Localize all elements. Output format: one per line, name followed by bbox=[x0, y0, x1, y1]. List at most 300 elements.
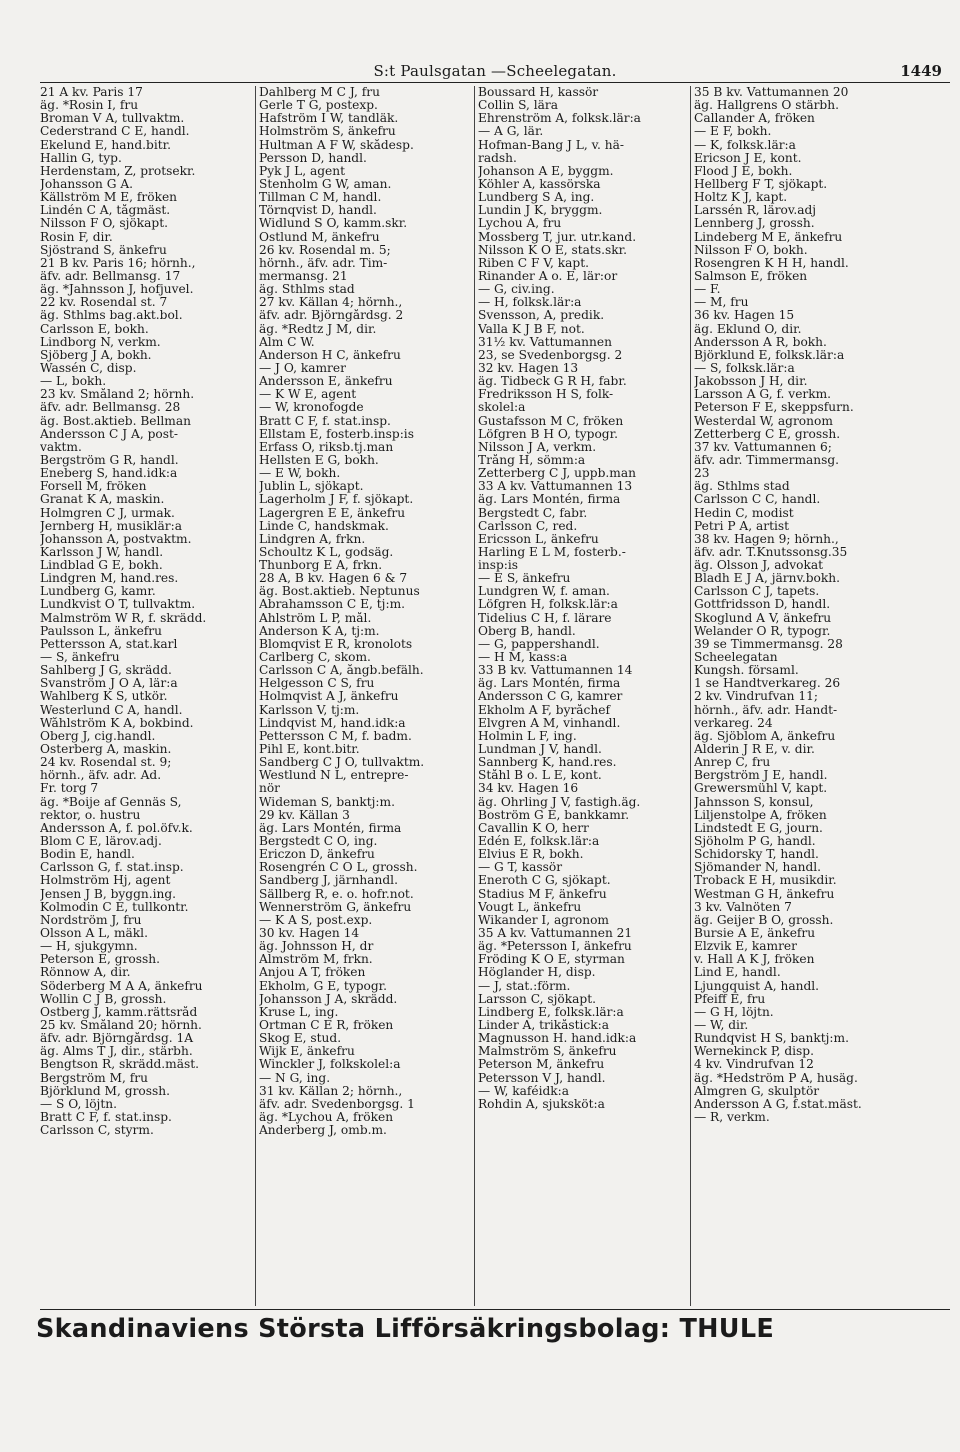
directory-entry: — E F, bokh. bbox=[694, 125, 772, 139]
directory-entry: Wijk E, änkefru bbox=[259, 1045, 355, 1059]
directory-entry: äg. *Hedström P A, husäg. bbox=[694, 1071, 858, 1085]
directory-entry: Rosengren K H H, handl. bbox=[694, 256, 849, 270]
directory-entry: Carlsson C J, tapets. bbox=[694, 585, 820, 599]
directory-entry: Granat K A, maskin. bbox=[40, 493, 165, 507]
directory-entry: Rinander A o. E, lär:or bbox=[478, 269, 618, 283]
directory-entry: Källström M E, fröken bbox=[40, 191, 178, 205]
directory-entry: 24 kv. Rosendal st. 9; bbox=[40, 756, 172, 770]
directory-entry: Johansson J A, skrädd. bbox=[259, 992, 398, 1006]
directory-entry: Ahlström L P, mål. bbox=[259, 611, 372, 625]
directory-entry: Österberg A, maskin. bbox=[40, 743, 172, 757]
directory-entry: Anderson H C, änkefru bbox=[259, 348, 401, 362]
directory-entry: Karlsson V, tj:m. bbox=[259, 703, 360, 717]
directory-entry: Öberg B, handl. bbox=[478, 624, 576, 638]
directory-entry: hörnh., äfv. adr. Handt- bbox=[694, 703, 838, 717]
directory-entry: äg. Olsson J, advokat bbox=[694, 559, 824, 573]
directory-entry: Lindblad G E, bokh. bbox=[40, 559, 163, 573]
directory-entry: Pihl E, kont.bitr. bbox=[259, 743, 360, 757]
directory-entry: Jublin L, sjökapt. bbox=[259, 480, 364, 494]
directory-entry: — W, kronofogde bbox=[259, 401, 364, 415]
directory-entry: Almgren G, skulptör bbox=[694, 1084, 820, 1098]
directory-entry: Ljungquist A, handl. bbox=[694, 979, 820, 993]
directory-entry: 37 kv. Vattumannen 6; bbox=[694, 440, 832, 454]
directory-entry: Magnusson H. hand.idk:a bbox=[478, 1032, 637, 1046]
directory-entry: Zetterberg C E, grossh. bbox=[694, 427, 841, 441]
directory-entry: Stadius M F, änkefru bbox=[478, 887, 607, 901]
directory-entry: Olsson A L, mäkl. bbox=[40, 927, 148, 940]
directory-entry: äg. *Petersson I, änkefru bbox=[478, 940, 632, 954]
directory-entry: Hafström I W, tandläk. bbox=[259, 112, 399, 126]
directory-entry: äg. Hallgrens O stärbh. bbox=[694, 99, 839, 113]
directory-entry: — M, fru bbox=[694, 296, 749, 310]
directory-entry: 21 B kv. Paris 16; hörnh., bbox=[40, 256, 196, 270]
directory-entry: Lindeberg M E, änkefru bbox=[694, 230, 843, 244]
directory-entry: rektor, o. hustru bbox=[40, 808, 141, 822]
directory-entry: — K W E, agent bbox=[259, 388, 357, 402]
directory-entry: Holmström S, änkefru bbox=[259, 125, 396, 139]
directory-entry: äfv. adr. Bellmansg. 28 bbox=[40, 401, 181, 415]
directory-entry: Ehrenström A, folksk.lär:a bbox=[478, 112, 641, 126]
directory-entry: 2 kv. Vindrufvan 11; bbox=[694, 690, 819, 704]
directory-entry: Lundberg S A, ing. bbox=[478, 191, 595, 205]
directory-entry: Linder A, trikåstick:a bbox=[478, 1018, 610, 1032]
directory-entry: Hellberg F T, sjökapt. bbox=[694, 177, 828, 191]
directory-entry: 38 kv. Hagen 9; hörnh., bbox=[694, 532, 839, 546]
directory-entry: Petri P A, artist bbox=[694, 519, 790, 533]
directory-entry: — K, folksk.lär:a bbox=[694, 138, 796, 152]
column-2 bbox=[255, 86, 474, 1306]
directory-entry: Skog E, stud. bbox=[259, 1032, 342, 1046]
directory-entry: Elzvik E, kamrer bbox=[694, 940, 797, 954]
directory-entry: äg. Bost.aktieb. Neptunus bbox=[259, 585, 420, 599]
directory-entry: Andersson E, änkefru bbox=[259, 375, 393, 389]
directory-entry: Bratt C F, f. stat.insp. bbox=[40, 1110, 172, 1124]
directory-entry: 26 kv. Rosendal m. 5; bbox=[259, 243, 391, 257]
directory-entry: Kruse L, ing. bbox=[259, 1005, 339, 1019]
directory-entry: Lindgren A, frkn. bbox=[259, 532, 366, 546]
directory-entry: Vougt L, änkefru bbox=[478, 900, 582, 914]
directory-entry: Lundin J K, bryggm. bbox=[478, 204, 603, 218]
directory-entry: Collin S, lära bbox=[478, 99, 558, 113]
directory-entry: Lundkvist O T, tullvaktm. bbox=[40, 598, 196, 612]
directory-entry: — H, sjukgymn. bbox=[40, 940, 138, 954]
directory-entry: Söderberg M A A, änkefru bbox=[40, 979, 203, 993]
directory-entry: Carlsson C, red. bbox=[478, 519, 578, 533]
directory-entry: Linde C, handskmak. bbox=[259, 519, 389, 533]
directory-entry: Pfeiff E, fru bbox=[694, 992, 766, 1006]
directory-entry: Blomqvist E R, kronolots bbox=[259, 637, 413, 651]
directory-entry: Lundberg G, kamr. bbox=[40, 585, 156, 599]
directory-entry: 23 kv. Småland 2; hörnh. bbox=[40, 388, 195, 402]
directory-entry: Löfgren B H O, typogr. bbox=[478, 427, 618, 441]
directory-entry: Hallin G, typ. bbox=[40, 151, 122, 165]
directory-entry: Holmin L F, ing. bbox=[478, 729, 577, 743]
directory-entry: hörnh., äfv. adr. Tim- bbox=[259, 256, 388, 270]
directory-entry: Larsson C, sjökapt. bbox=[478, 992, 596, 1006]
directory-entry: Trång H, sömm:a bbox=[478, 453, 586, 467]
directory-entry: — S, folksk.lär:a bbox=[694, 361, 795, 375]
directory-entry: — S O, löjtn. bbox=[40, 1097, 117, 1111]
directory-entry: Anderson K A, tj:m. bbox=[259, 624, 380, 638]
directory-entry: Höglander H, disp. bbox=[478, 966, 596, 980]
directory-entry: Ericsson L, änkefru bbox=[478, 532, 599, 546]
directory-entry: hörnh., äfv. adr. Ad. bbox=[40, 769, 162, 783]
directory-entry: Ortman C E R, fröken bbox=[259, 1018, 394, 1032]
directory-entry: Kolmodin C E, tullkontr. bbox=[40, 900, 189, 914]
directory-entry: Boussard H, kassör bbox=[478, 86, 599, 99]
directory-entry: — K A S, post.exp. bbox=[259, 913, 373, 927]
directory-entry: Andersson A G, f.stat.mäst. bbox=[694, 1097, 862, 1111]
directory-entry: Flood J E, bokh. bbox=[694, 164, 793, 178]
directory-entry: Bergstedt C O, ing. bbox=[259, 835, 378, 849]
directory-entry: Stenholm G W, aman. bbox=[259, 177, 392, 191]
directory-entry: äg. Lars Montén, firma bbox=[478, 677, 621, 691]
directory-entry: äfv. adr. Bellmansg. 17 bbox=[40, 269, 181, 283]
directory-entry: Lindberg E, folksk.lär:a bbox=[478, 1005, 624, 1019]
directory-entry: Westlund N L, entrepre- bbox=[259, 769, 409, 783]
directory-entry: Elvius E R, bokh. bbox=[478, 848, 584, 862]
directory-entry: Anderberg J, omb.m. bbox=[259, 1124, 387, 1138]
directory-entry: äg. Sjöblom A, änkefru bbox=[694, 729, 836, 743]
directory-entry: 23, se Svedenborgsg. 2 bbox=[478, 348, 623, 362]
directory-entry: äg. Sthlms stad bbox=[694, 480, 790, 494]
directory-entry: Alderin J R E, v. dir. bbox=[694, 743, 815, 757]
directory-entry: 1 se Handtverkareg. 26 bbox=[694, 677, 841, 691]
directory-entry: Lundgren W, f. aman. bbox=[478, 585, 610, 599]
directory-entry: Winckler J, folkskolel:a bbox=[259, 1058, 401, 1072]
directory-entry: — G, pappershandl. bbox=[478, 637, 600, 651]
directory-entry: Lindborg N, verkm. bbox=[40, 335, 161, 349]
directory-entry: 25 kv. Småland 20; hörnh. bbox=[40, 1018, 202, 1032]
directory-entry: Ericzon D, änkefru bbox=[259, 848, 375, 862]
directory-entry: Blom C E, lärov.adj. bbox=[40, 835, 162, 849]
directory-entry: Jensen J B, byggn.ing. bbox=[40, 887, 177, 901]
directory-entry: 27 kv. Källan 4; hörnh., bbox=[259, 296, 403, 310]
directory-entry: Pyk J L, agent bbox=[259, 164, 345, 178]
directory-entry: Westman G H, änkefru bbox=[694, 887, 835, 901]
directory-entry: Rönnow A, dir. bbox=[40, 966, 131, 980]
directory-entry: äg. Sthlms bag.akt.bol. bbox=[40, 309, 183, 323]
directory-entry: Erfass O, riksb.tj.man bbox=[259, 440, 394, 454]
directory-entry: äfv. adr. Svedenborgsg. 1 bbox=[259, 1097, 415, 1111]
directory-entry: Sjöstrand S, änkefru bbox=[40, 243, 167, 257]
directory-entry: — A G, lär. bbox=[478, 125, 544, 139]
directory-entry: Jernberg H, musiklär:a bbox=[40, 519, 182, 533]
directory-entry: 31 kv. Källan 2; hörnh., bbox=[259, 1084, 403, 1098]
directory-entry: — J, stat.:förm. bbox=[478, 979, 571, 993]
directory-entry: Widlund S O, kamm.skr. bbox=[259, 217, 408, 231]
directory-entry: Nilsson F O, sjökapt. bbox=[40, 217, 168, 231]
directory-entry: Larssén R, lärov.adj bbox=[694, 204, 817, 218]
directory-entry: Sandberg C J O, tullvaktm. bbox=[259, 756, 425, 770]
directory-entry: äg. Tidbeck G R H, fabr. bbox=[478, 375, 627, 389]
directory-entry: Pettersson A, stat.karl bbox=[40, 637, 178, 651]
directory-entry: Östlund M, änkefru bbox=[259, 230, 380, 244]
directory-entry: Ekholm, G E, typogr. bbox=[259, 979, 388, 993]
directory-entry: verkareg. 24 bbox=[694, 716, 773, 730]
directory-entry: Sjöholm P G, handl. bbox=[694, 835, 816, 849]
directory-entry: Carlsson C C, handl. bbox=[694, 493, 821, 507]
directory-entry: — F. bbox=[694, 283, 721, 297]
directory-entry: Sjömander N, handl. bbox=[694, 861, 822, 875]
directory-entry: insp:is bbox=[478, 559, 519, 573]
directory-entry: Eneroth C G, sjökapt. bbox=[478, 874, 611, 888]
directory-entry: Bursie A E, änkefru bbox=[694, 927, 816, 940]
directory-entry: Peterson E, grossh. bbox=[40, 953, 160, 967]
directory-entry: Nordström J, fru bbox=[40, 913, 142, 927]
directory-entry: äg. *Rosin I, fru bbox=[40, 99, 139, 113]
directory-entry: Bergström M, fru bbox=[40, 1071, 148, 1085]
directory-entry: Bergstedt C, fabr. bbox=[478, 506, 588, 520]
directory-entry: äg. Lars Montén, firma bbox=[259, 821, 402, 835]
directory-entry: skolel:a bbox=[478, 401, 526, 415]
directory-entry: Ekelund E, hand.bitr. bbox=[40, 138, 172, 152]
directory-entry: Pettersson C M, f. badm. bbox=[259, 729, 412, 743]
directory-entry: äg. Ohrling J V, fastigh.äg. bbox=[478, 795, 641, 809]
directory-entry: Lindqvist M, hand.idk:a bbox=[259, 716, 406, 730]
directory-entry: Harling E L M, fosterb.- bbox=[478, 545, 626, 559]
directory-entry: — W, kaféidk:a bbox=[478, 1084, 570, 1098]
directory-entry: Bladh E J A, järnv.bokh. bbox=[694, 572, 841, 586]
directory-entry: Rosengrén C O L, grossh. bbox=[259, 861, 418, 875]
directory-entry: vaktm. bbox=[40, 440, 82, 454]
directory-entry: äfv. adr. T.Knutssonsg.35 bbox=[694, 545, 848, 559]
directory-entry: Helgesson C S, fru bbox=[259, 677, 375, 691]
directory-entry: Hellsten E G, bokh. bbox=[259, 453, 379, 467]
directory-entry: Lychou A, fru bbox=[478, 217, 562, 231]
directory-entry: Carlberg C, skom. bbox=[259, 651, 371, 665]
directory-entry: radsh. bbox=[478, 151, 517, 165]
directory-entry: Gustafsson M C, fröken bbox=[478, 414, 624, 428]
directory-entry: Thunborg E A, frkn. bbox=[259, 559, 383, 573]
directory-entry: Almström M, frkn. bbox=[259, 953, 373, 967]
column-3 bbox=[474, 86, 690, 1306]
directory-entry: Wassén C, disp. bbox=[40, 361, 137, 375]
directory-entry: Bratt C F, f. stat.insp. bbox=[259, 414, 391, 428]
directory-entry: Forsell M, fröken bbox=[40, 480, 147, 494]
directory-entry: Wahlberg K S, utkör. bbox=[40, 690, 168, 704]
directory-entry: Fr. torg 7 bbox=[40, 782, 99, 796]
directory-entry: Troback E H, musikdir. bbox=[694, 874, 837, 888]
directory-entry: 22 kv. Rosendal st. 7 bbox=[40, 296, 168, 310]
directory-entry: äfv. adr. Björngårdsg. 2 bbox=[259, 309, 404, 323]
directory-entry: Johansson G A. bbox=[40, 177, 134, 191]
directory-entry: Scheelegatan bbox=[694, 651, 778, 665]
directory-entry: 23 bbox=[694, 467, 710, 481]
directory-entry: äfv. adr. Björngårdsg. 1A bbox=[40, 1032, 194, 1046]
directory-entry: Kungsh. församl. bbox=[694, 664, 799, 678]
directory-entry: Abrahamsson C E, tj:m. bbox=[259, 598, 405, 612]
directory-entry: Elvgren A M, vinhandl. bbox=[478, 716, 621, 730]
directory-entry: 35 A kv. Vattumannen 21 bbox=[478, 927, 633, 940]
directory-entry: — H M, kass:a bbox=[478, 651, 568, 665]
directory-entry: 3 kv. Valnöten 7 bbox=[694, 900, 792, 914]
directory-entry: Wollin C J B, grossh. bbox=[40, 992, 167, 1006]
advertisement-banner: Skandinaviens Största Lifförsäkringsbolag: THULE bbox=[36, 1314, 775, 1344]
directory-entry: Bergström J E, handl. bbox=[694, 769, 828, 783]
directory-entry: 31½ kv. Vattumannen bbox=[478, 335, 612, 349]
directory-entry: Lagergren E E, änkefru bbox=[259, 506, 406, 520]
directory-entry: Wikander I, agronom bbox=[478, 913, 609, 927]
directory-entry: nör bbox=[259, 782, 281, 796]
directory-entry: Cederstrand C E, handl. bbox=[40, 125, 190, 139]
directory-entry: — R, verkm. bbox=[694, 1110, 770, 1124]
directory-entry: 35 B kv. Vattumannen 20 bbox=[694, 86, 849, 99]
directory-entry: Östberg J, kamm.rättsråd bbox=[40, 1005, 198, 1019]
directory-entry: Tillman C M, handl. bbox=[259, 191, 382, 205]
directory-entry: Sandberg J, järnhandl. bbox=[259, 874, 398, 888]
directory-entry: Anrep C, fru bbox=[694, 756, 771, 770]
directory-entry: mermansg. 21 bbox=[259, 269, 348, 283]
directory-entry: Gottfridsson D, handl. bbox=[694, 598, 831, 612]
directory-entry: Carlsson E, bokh. bbox=[40, 322, 149, 336]
directory-entry: Peterson M, änkefru bbox=[478, 1058, 605, 1072]
directory-entry: Wennerström G, änkefru bbox=[259, 900, 412, 914]
directory-entry: Herdenstam, Z, protsekr. bbox=[40, 164, 196, 178]
directory-entry: Anjou A T, fröken bbox=[259, 966, 366, 980]
page-number: 1449 bbox=[900, 62, 942, 80]
directory-entry: Paulsson L, änkefru bbox=[40, 624, 162, 638]
directory-entry: Johansson A, postvaktm. bbox=[40, 532, 192, 546]
directory-entry: Riben C F V, kapt. bbox=[478, 256, 589, 270]
directory-entry: Holmqvist A J, änkefru bbox=[259, 690, 399, 704]
directory-entry: Hultman A F W, skådesp. bbox=[259, 138, 414, 152]
directory-entry: — S, änkefru bbox=[40, 651, 120, 665]
directory-entry: Björklund E, folksk.lär:a bbox=[694, 348, 845, 362]
directory-entry: Fröding K O E, styrman bbox=[478, 953, 625, 967]
directory-entry: Fredriksson H S, folk- bbox=[478, 388, 614, 402]
directory-entry: Persson D, handl. bbox=[259, 151, 367, 165]
directory-entry: Bodin E, handl. bbox=[40, 848, 135, 862]
directory-entry: Skoglund A V, änkefru bbox=[694, 611, 832, 625]
directory-entry: Wåhlström K A, bokbind. bbox=[40, 716, 194, 730]
directory-entry: Köhler A, kassörska bbox=[478, 177, 601, 191]
directory-entry: Schidorsky T, handl. bbox=[694, 848, 819, 862]
directory-entry: Alm C W. bbox=[259, 335, 315, 349]
directory-entry: Larsson A G, f. verkm. bbox=[694, 388, 832, 402]
directory-entry: Ståhl B o. L E, kont. bbox=[478, 769, 602, 783]
directory-entry: — W, dir. bbox=[694, 1018, 749, 1032]
directory-entry: Hofman-Bang J L, v. hä- bbox=[478, 138, 625, 152]
directory-entry: Sahlberg J G, skrädd. bbox=[40, 664, 172, 678]
directory-entry: Welander O R, typogr. bbox=[694, 624, 831, 638]
directory-entry: — H, folksk.lär:a bbox=[478, 296, 582, 310]
directory-entry: Sjöberg J A, bokh. bbox=[40, 348, 152, 362]
directory-entry: Nilsson K O E, stats.skr. bbox=[478, 243, 627, 257]
directory-entry: Petersson V J, handl. bbox=[478, 1071, 606, 1085]
directory-entry: äg. *Lychou A, fröken bbox=[259, 1110, 394, 1124]
directory-columns bbox=[40, 86, 960, 1306]
directory-entry: Törnqvist D, handl. bbox=[259, 204, 377, 218]
directory-entry: 30 kv. Hagen 14 bbox=[259, 927, 360, 940]
directory-entry: Holtz K J, kapt. bbox=[694, 191, 788, 205]
directory-entry: Cavallin K O, herr bbox=[478, 821, 589, 835]
directory-entry: 4 kv. Vindrufvan 12 bbox=[694, 1058, 814, 1072]
directory-entry: Karlsson J W, handl. bbox=[40, 545, 164, 559]
footer-rule bbox=[40, 1309, 950, 1310]
directory-entry: Andersson A, f. pol.öfv.k. bbox=[40, 821, 193, 835]
directory-entry: Johanson A E, byggm. bbox=[478, 164, 614, 178]
directory-entry: Lindén C A, tågmäst. bbox=[40, 204, 171, 218]
directory-entry: — G H, löjtn. bbox=[694, 1005, 774, 1019]
directory-entry: Carlsson C A, ångb.befälh. bbox=[259, 664, 424, 678]
directory-entry: Holmström Hj, agent bbox=[40, 874, 171, 888]
directory-entry: Gerle T G, postexp. bbox=[259, 99, 378, 113]
directory-entry: Westerlund C A, handl. bbox=[40, 703, 183, 717]
directory-entry: Peterson F E, skeppsfurn. bbox=[694, 401, 854, 415]
directory-entry: Björklund M, grossh. bbox=[40, 1084, 170, 1098]
directory-entry: Wernekinck P, disp. bbox=[694, 1045, 814, 1059]
directory-entry: Öberg J, cig.handl. bbox=[40, 729, 156, 743]
directory-entry: Lagerholm J F, f. sjökapt. bbox=[259, 493, 414, 507]
directory-entry: Jakobsson J H, dir. bbox=[694, 375, 808, 389]
directory-entry: Edén E, folksk.lär:a bbox=[478, 835, 600, 849]
directory-entry: Sannberg K, hand.res. bbox=[478, 756, 617, 770]
directory-entry: äg. Sthlms stad bbox=[259, 283, 355, 297]
directory-entry: Dahlberg M C J, fru bbox=[259, 86, 380, 99]
directory-entry: Bengtson R, skrädd.mäst. bbox=[40, 1058, 200, 1072]
column-1 bbox=[40, 86, 250, 1306]
directory-entry: Jahnsson S, konsul, bbox=[694, 795, 814, 809]
directory-entry: äg. Geijer B O, grossh. bbox=[694, 913, 834, 927]
directory-entry: 32 kv. Hagen 13 bbox=[478, 361, 579, 375]
directory-entry: Ellstam E, fosterb.insp:is bbox=[259, 427, 414, 441]
directory-entry: — G T, kassör bbox=[478, 861, 563, 875]
directory-entry: 28 A, B kv. Hagen 6 & 7 bbox=[259, 572, 408, 586]
directory-entry: äg. *Redtz J M, dir. bbox=[259, 322, 377, 336]
directory-entry: Andersson C J A, post- bbox=[40, 427, 178, 441]
directory-entry: Mossberg T, jur. utr.kand. bbox=[478, 230, 637, 244]
directory-entry: 33 A kv. Vattumannen 13 bbox=[478, 480, 633, 494]
directory-entry: Sällberg R, e. o. hofr.not. bbox=[259, 887, 414, 901]
directory-entry: äg. Alms T J, dir., stärbh. bbox=[40, 1045, 193, 1059]
directory-entry: äg. *Boije af Gennäs S, bbox=[40, 795, 182, 809]
directory-entry: Westerdal W, agronom bbox=[694, 414, 833, 428]
directory-entry: — E W, bokh. bbox=[259, 467, 341, 481]
directory-entry: — L, bokh. bbox=[40, 375, 107, 389]
directory-entry: Ekholm A F, byråchef bbox=[478, 703, 610, 717]
directory-entry: Svanström J O A, lär:a bbox=[40, 677, 178, 691]
directory-entry: äfv. adr. Timmermansg. bbox=[694, 453, 840, 467]
directory-entry: Schoultz K L, godsäg. bbox=[259, 545, 394, 559]
directory-entry: Lundman J V, handl. bbox=[478, 743, 602, 757]
directory-entry: Nilsson J A, verkm. bbox=[478, 440, 597, 454]
directory-entry: Rundqvist H S, banktj:m. bbox=[694, 1032, 849, 1046]
directory-entry: Andersson A R, bokh. bbox=[694, 335, 827, 349]
directory-entry: Liljenstolpe A, fröken bbox=[694, 808, 827, 822]
directory-entry: Nilsson F O, bokh. bbox=[694, 243, 808, 257]
directory-entry: Rohdin A, sjuksköt:a bbox=[478, 1097, 605, 1111]
directory-entry: äg. Johnsson H, dr bbox=[259, 940, 374, 954]
directory-entry: Lind E, handl. bbox=[694, 966, 781, 980]
directory-entry: äg. Bost.aktieb. Bellman bbox=[40, 414, 191, 428]
directory-entry: 34 kv. Hagen 16 bbox=[478, 782, 579, 796]
directory-entry: v. Hall A K J, fröken bbox=[694, 953, 815, 967]
directory-entry: — J O, kamrer bbox=[259, 361, 346, 375]
directory-entry: Boström G E, bankkamr. bbox=[478, 808, 630, 822]
directory-entry: Ericson J E, kont. bbox=[694, 151, 802, 165]
directory-entry: Svensson, A, predik. bbox=[478, 309, 605, 323]
page-title: S:t Paulsgatan —Scheelegatan. bbox=[373, 62, 617, 80]
directory-entry: äg. Eklund O, dir. bbox=[694, 322, 802, 336]
directory-entry: Tidelius C H, f. lärare bbox=[478, 611, 612, 625]
directory-entry: — N G, ing. bbox=[259, 1071, 331, 1085]
directory-entry: Löfgren H, folksk.lär:a bbox=[478, 598, 618, 612]
directory-entry: 21 A kv. Paris 17 bbox=[40, 86, 143, 99]
directory-entry: Rosin F, dir. bbox=[40, 230, 113, 244]
directory-entry: Carlsson C, styrm. bbox=[40, 1124, 154, 1138]
directory-entry: Lindstedt E G, journ. bbox=[694, 821, 823, 835]
